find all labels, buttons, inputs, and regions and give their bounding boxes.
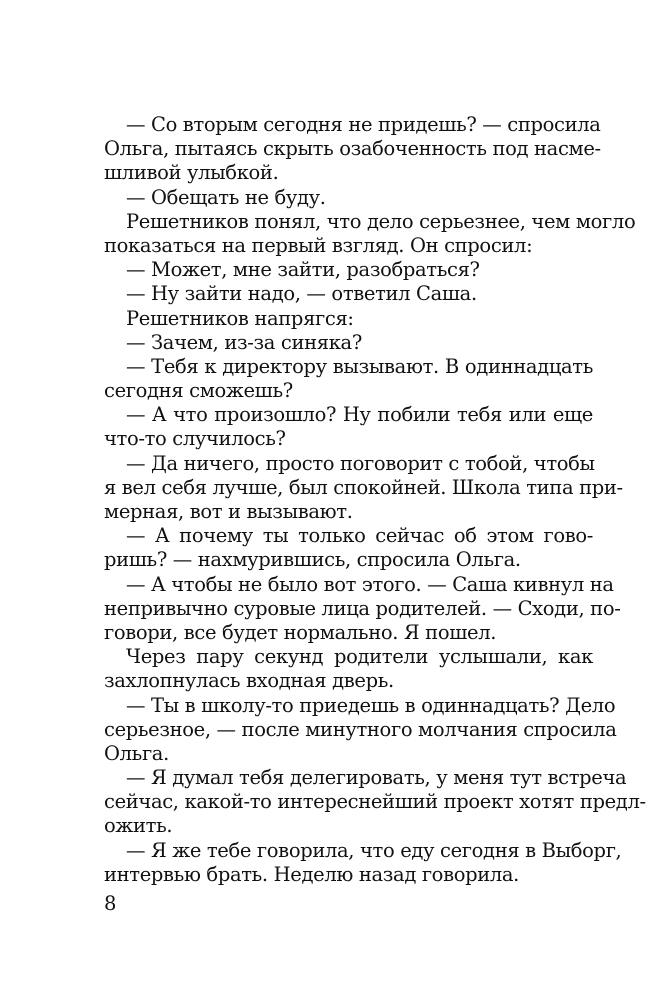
text-line: — Тебя к директору вызывают. В одиннадцать (126, 354, 593, 378)
text-line: что-то случилось? (104, 427, 286, 451)
text-line: — А почему ты только сейчас об этом гово- (126, 524, 593, 548)
text-line: непривычно суровые лица родителей. — Сходи, по- (104, 596, 621, 620)
text-line: — А чтобы не было вот этого. — Саша кивнул на (126, 572, 614, 596)
text-line: Ольга, пытаясь скрыть озабоченность под насме- (104, 137, 601, 161)
body-text (104, 113, 646, 887)
text-line: — Со вторым сегодня не придешь? — спросила (126, 113, 601, 136)
text-line: Через пару секунд родители услышали, как (126, 645, 593, 669)
text-line: — Я же тебе говорила, что еду сегодня в Выборг, (126, 838, 622, 862)
text-line: ришь? — нахмурившись, спросила Ольга. (104, 548, 521, 572)
text-line: показаться на первый взгляд. Он спросил: (104, 233, 533, 257)
text-line: — Может, мне зайти, разобраться? (126, 258, 480, 282)
text-line: я вел себя лучше, был спокойней. Школа типа при- (104, 475, 623, 499)
text-line: захлопнулась входная дверь. (104, 669, 394, 693)
text-line: мерная, вот и вызывают. (104, 500, 353, 523)
text-line: — Обещать не буду. (126, 185, 326, 209)
text-line: серьезное, — после минутного молчания спросила (104, 717, 617, 741)
text-line: — Я думал тебя делегировать, у меня тут встреча (126, 766, 627, 790)
text-line: — Ну зайти надо, — ответил Саша. (126, 282, 477, 306)
text-line: сегодня сможешь? (104, 379, 293, 403)
text-line: Решетников понял, что дело серьезнее, чем могло (126, 209, 636, 233)
text-line: говори, все будет нормально. Я пошел. (104, 620, 497, 644)
text-line: Ольга. (104, 741, 169, 765)
text-line: Решетников напрягся: (126, 306, 354, 330)
text-line: — Да ничего, просто поговорит с тобой, чтобы (126, 451, 595, 475)
text-line: — А что произошло? Ну побили тебя или еще (126, 403, 593, 427)
page-number: 8 (104, 892, 117, 915)
text-line: сейчас, какой-то интереснейший проект хотят предл- (104, 790, 646, 814)
text-line: — Зачем, из-за синяка? (126, 330, 362, 354)
text-line: ожить. (104, 814, 173, 838)
text-line: — Ты в школу-то приедешь в одиннадцать? Дело (126, 693, 616, 717)
text-line: шливой улыбкой. (104, 161, 279, 185)
text-line: интервью брать. Неделю назад говорила. (104, 862, 520, 886)
